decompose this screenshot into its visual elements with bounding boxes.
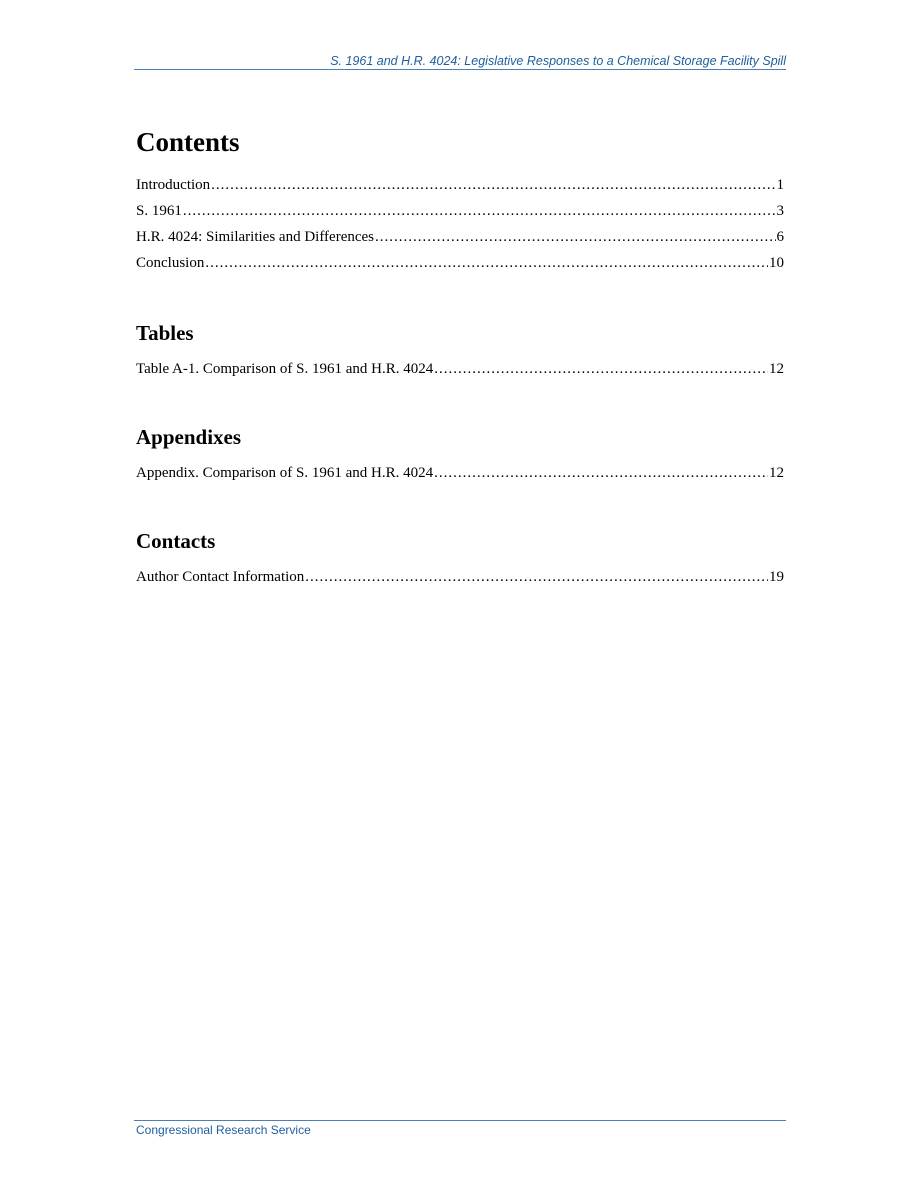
contacts-list: [136, 564, 784, 590]
appendixes-list: [136, 460, 784, 486]
toc-entry-label: Conclusion: [136, 255, 205, 271]
contacts-heading: Contacts: [136, 529, 216, 553]
toc-entry-conclusion[interactable]: [136, 250, 784, 276]
dot-leader: [434, 356, 768, 382]
footer-divider: [134, 1120, 786, 1121]
toc-entry-label: Introduction: [136, 177, 211, 193]
toc-entry-author-contact[interactable]: [136, 564, 784, 590]
table-of-contents: [136, 124, 784, 590]
appendixes-heading: Appendixes: [136, 425, 242, 449]
toc-entry-label: Appendix. Comparison of S. 1961 and H.R. 4024: [136, 465, 434, 481]
contacts-section: [136, 528, 784, 590]
toc-entry-label: S. 1961: [136, 203, 182, 219]
toc-entry-page: 19: [769, 569, 784, 585]
header-divider: [134, 69, 786, 70]
toc-entry-s1961[interactable]: [136, 198, 784, 224]
dot-leader: [305, 564, 768, 590]
toc-entry-label: Author Contact Information: [136, 569, 305, 585]
toc-entry-hr4024[interactable]: [136, 224, 784, 250]
tables-list: [136, 356, 784, 382]
toc-entry-label: H.R. 4024: Similarities and Differences: [136, 229, 375, 245]
toc-entry-page: 10: [769, 255, 784, 271]
running-header: S. 1961 and H.R. 4024: Legislative Responses to a Chemical Storage Facility Spill: [330, 54, 786, 68]
appendixes-section: [136, 424, 784, 486]
toc-entry-introduction[interactable]: [136, 172, 784, 198]
footer-publisher: Congressional Research Service: [136, 1123, 311, 1137]
dot-leader: [211, 172, 775, 198]
toc-entry-label: Table A-1. Comparison of S. 1961 and H.R. 4024: [136, 361, 434, 377]
tables-section: [136, 320, 784, 382]
toc-entry-page: 1: [776, 177, 784, 193]
toc-entry-appendix[interactable]: [136, 460, 784, 486]
dot-leader: [205, 250, 768, 276]
toc-entry-page: 12: [769, 465, 784, 481]
contents-heading: Contents: [136, 127, 240, 157]
contents-list: [136, 172, 784, 276]
dot-leader: [434, 460, 768, 486]
tables-heading: Tables: [136, 321, 194, 345]
dot-leader: [375, 224, 775, 250]
toc-entry-page: 3: [776, 203, 784, 219]
toc-entry-page: 6: [776, 229, 784, 245]
toc-entry-table-a1[interactable]: [136, 356, 784, 382]
dot-leader: [183, 198, 776, 224]
toc-entry-page: 12: [769, 361, 784, 377]
